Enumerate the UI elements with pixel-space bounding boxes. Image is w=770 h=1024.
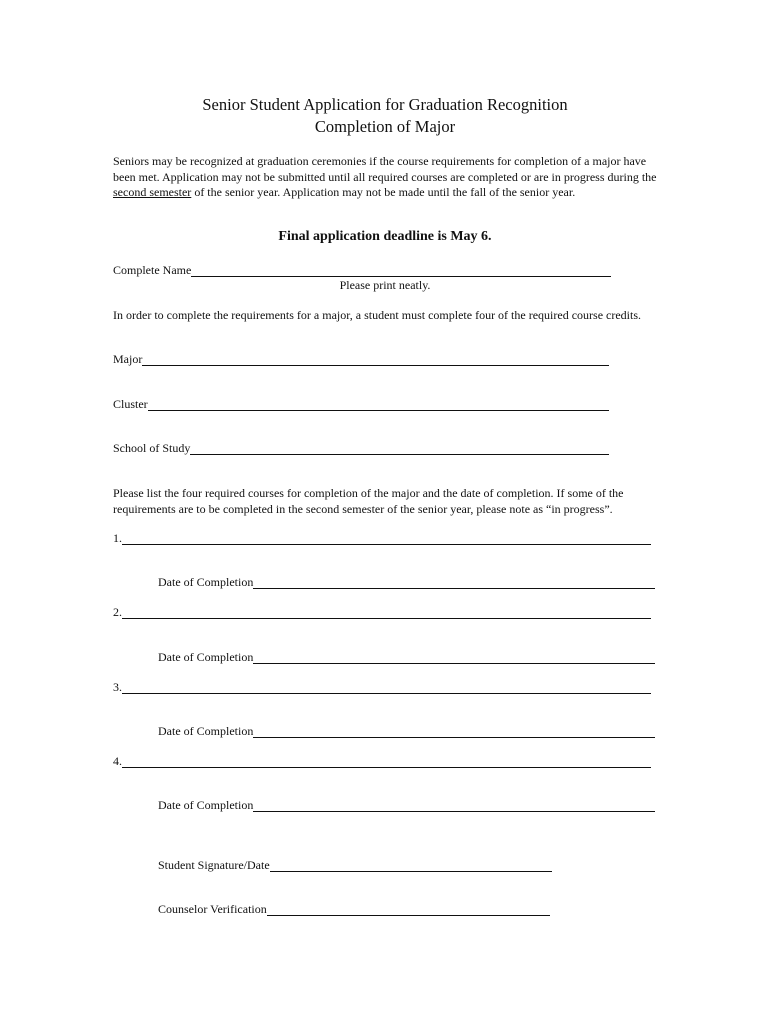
- counselor-verification-field[interactable]: [158, 902, 550, 916]
- course-2-date-line[interactable]: [253, 652, 655, 664]
- course-3-date-line[interactable]: [253, 726, 655, 738]
- school-of-study-line[interactable]: [190, 443, 609, 455]
- intro-text-underlined: second semester: [113, 185, 192, 199]
- course-3-date-label: Date of Completion: [158, 724, 254, 738]
- course-3-field[interactable]: [113, 680, 651, 694]
- student-signature-line[interactable]: [270, 860, 552, 872]
- course-4-date-line[interactable]: [253, 800, 655, 812]
- cluster-label: Cluster: [113, 397, 148, 411]
- form-title-line2: Completion of Major: [314, 117, 456, 136]
- course-4-line[interactable]: [122, 756, 651, 768]
- course-2-number: 2.: [113, 605, 122, 619]
- complete-name-label: Complete Name: [113, 263, 192, 277]
- cluster-field[interactable]: [113, 397, 609, 411]
- counselor-verification-label: Counselor Verification: [158, 902, 267, 916]
- course-4-date-field[interactable]: [158, 798, 655, 812]
- course-1-number: 1.: [113, 531, 122, 545]
- course-1-date-line[interactable]: [253, 577, 655, 589]
- course-1-field[interactable]: [113, 531, 651, 545]
- school-of-study-label: School of Study: [113, 441, 191, 455]
- print-hint: Please print neatly.: [339, 278, 431, 292]
- major-label: Major: [113, 352, 143, 366]
- school-of-study-field[interactable]: [113, 441, 609, 455]
- intro-paragraph: [113, 154, 658, 201]
- major-line[interactable]: [142, 354, 609, 366]
- counselor-verification-line[interactable]: [267, 904, 550, 916]
- deadline-notice: Final application deadline is May 6.: [278, 229, 492, 244]
- student-signature-label: Student Signature/Date: [158, 858, 270, 872]
- list-instructions: Please list the four required courses for completion of the major and the date of completion. If some of the requirements are to be completed in the second semester of the senior year, please note as “in progress”.: [113, 486, 624, 516]
- course-2-field[interactable]: [113, 605, 651, 619]
- complete-name-line[interactable]: [191, 265, 611, 277]
- cluster-line[interactable]: [148, 399, 609, 411]
- course-2-date-label: Date of Completion: [158, 650, 254, 664]
- intro-text-part2: of the senior year. Application may not be made until the fall of the senior year.: [191, 185, 576, 199]
- major-field[interactable]: [113, 352, 609, 366]
- course-1-date-field[interactable]: [158, 575, 655, 589]
- requirements-paragraph: In order to complete the requirements for a major, a student must complete four of the required course credits.: [113, 308, 641, 322]
- course-2-date-field[interactable]: [158, 650, 655, 664]
- course-4-field[interactable]: [113, 754, 651, 768]
- course-2-line[interactable]: [122, 607, 651, 619]
- course-4-number: 4.: [113, 754, 122, 768]
- course-1-date-label: Date of Completion: [158, 575, 254, 589]
- complete-name-field[interactable]: [113, 263, 611, 277]
- student-signature-field[interactable]: [158, 858, 552, 872]
- course-4-date-label: Date of Completion: [158, 798, 254, 812]
- course-3-date-field[interactable]: [158, 724, 655, 738]
- course-3-number: 3.: [113, 680, 122, 694]
- course-1-line[interactable]: [122, 533, 651, 545]
- form-title-line1: Senior Student Application for Graduation Recognition: [202, 95, 568, 114]
- intro-text-part1: Seniors may be recognized at graduation ceremonies if the course requirements for completion of a major have been met. Application may not be submitted until all required courses are completed or are in progress during the: [113, 154, 657, 184]
- course-3-line[interactable]: [122, 682, 651, 694]
